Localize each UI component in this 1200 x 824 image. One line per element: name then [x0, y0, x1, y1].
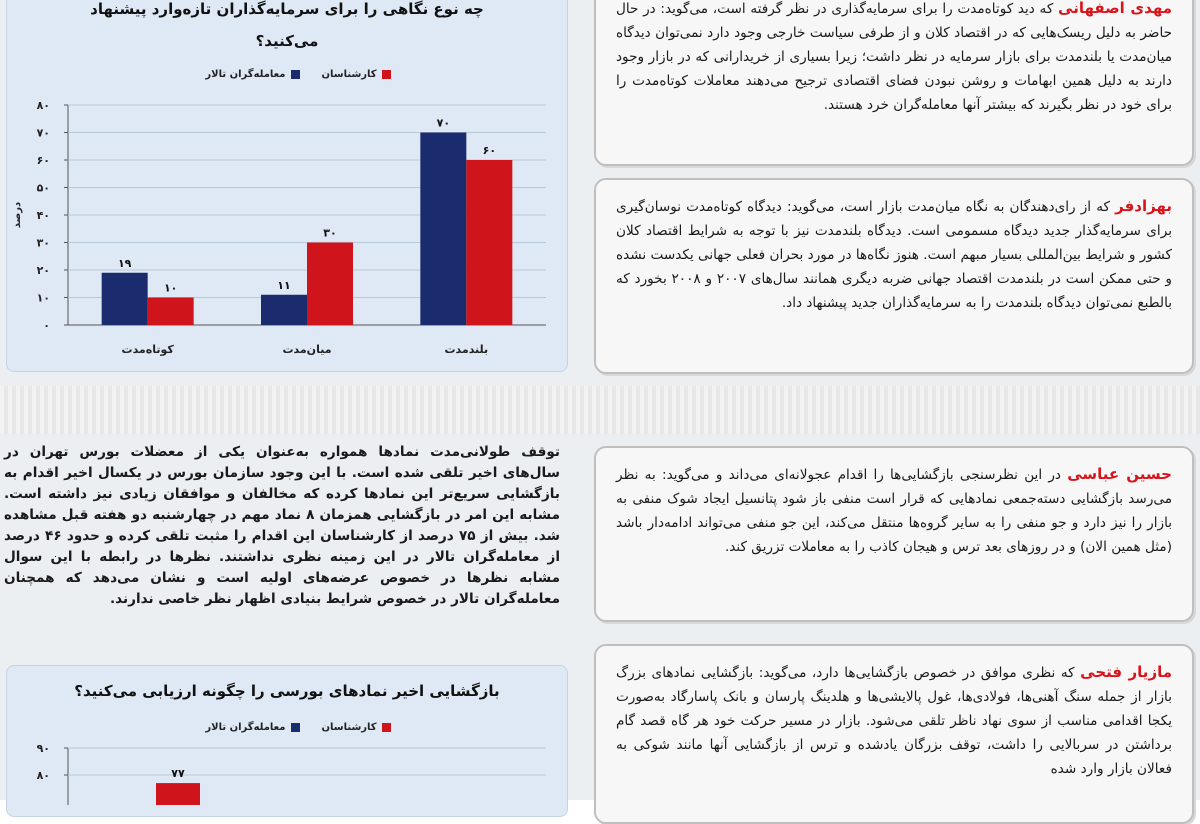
y-tick-label: ۰ [43, 319, 50, 332]
data-label: ۱۰ [163, 281, 178, 295]
legend-label-experts: کارشناسان [321, 69, 377, 80]
quote-box-esfahani [594, 0, 1194, 166]
data-label: ۷۷ [171, 767, 185, 781]
y-tick-label: ۱۰ [36, 291, 50, 305]
y-axis-label: درصد [12, 201, 23, 229]
data-label: ۷۰ [436, 116, 451, 130]
bar [261, 295, 307, 325]
speaker-name-abbasi: حسین عباسی [1067, 465, 1172, 483]
quote-body-abbasi [616, 462, 1172, 559]
chart-title-line-1: چه نوع نگاهی را برای سرمایه‌گذاران تازه‌وارد پیشنهاد [90, 0, 484, 18]
y-tick-label: ۸۰ [36, 99, 50, 112]
legend-label-traders: معامله‌گران تالار [205, 69, 286, 80]
quote-text-fathi: که نظری موافق در خصوص بازگشایی‌ها دارد، می‌گوید: بازگشایی نمادهای بزرگ بازار از جمله سنگ آهنی‌ها، فولادی‌ها، غول پالایشی‌ها و هلدینگ پارسان و بانک پاسارگاد به‌صورت یکجا اقدامی مناسب از سوی نهاد ناظر تلقی می‌شود. بازار در مسیر حرکت خود هر گاه قصد گام برداشتن در سربالایی را داشت، توقف بزرگان یادشده و ترس از بازگشایی آنها مانند شوکی به فعالان بازار وارد شده [616, 665, 1172, 777]
x-tick-label: میان‌مدت [282, 343, 332, 356]
quote-text-abbasi: در این نظرسنجی بازگشایی‌ها را اقدام عجولانه‌ای می‌داند و می‌گوید: به نظر می‌رسد بازگشایی دسته‌جمعی نمادهایی که قرار است منفی باز شود پتانسیل ایجاد شوک منفی به بازار را نیز دارد و جو منفی را به سایر گروه‌ها منتقل می‌کند، این جو منفی می‌تواند ادامه‌دار باشد (مثل همین الان) و در روزهای بعد ترس و هیجان کاذب را به معاملات تزریق کند. [616, 467, 1172, 555]
y-tick-label: ۶۰ [36, 154, 50, 167]
quote-body-behzadfar [616, 194, 1172, 315]
quote-box-behzadfar [594, 178, 1194, 374]
y-tick-label: ۷۰ [36, 126, 50, 140]
bar [148, 298, 194, 326]
y-tick-label: ۸۰ [36, 769, 50, 782]
data-label: ۱۱ [277, 278, 291, 292]
quote-text-behzadfar: که از رای‌دهندگان به نگاه میان‌مدت بازار است، می‌گوید: دیدگاه کوتاه‌مدت نوسان‌گیری برای سرمایه‌گذار جدید دیدگاه مسمومی است. دیدگاه بلندمدت نیز با توجه به شرایط اقتصاد کلان کشور و شرایط بین‌المللی بسیار مبهم است. هنوز نگاه‌ها در مورد بحران فعلی جهانی یکدست نشده و حتی ممکن است در بلندمدت اقتصاد جهانی ضربه دیگری همانند سال‌های ۲۰۰۷ و ۲۰۰۸ بخورد که بالطبع نمی‌توان دیدگاه بلندمدت را به سرمایه‌گذاران جدید پیشنهاد داد. [616, 199, 1172, 311]
quote-text-esfahani: می‌گوید: در حال حاضر به دلیل ریسک‌هایی که در اقتصاد کلان و از طرفی سیاست خارجی وجود دارد نمی‌توان دیدگاه میان‌مدت یا بلندمدت برای بازار سرمایه در نظر داشت؛ زیرا بسیاری از خریدارانی که در بازار وجود دارند به دلیل همین ابهامات و روشن نبودن فضای اقتصادی ترجیح می‌دهند معاملات کوتاه‌مدت را برای خود در نظر بگیرند که بیشتر آنها معامله‌گران خرد هستند. [616, 1, 1172, 113]
news-paragraph: توقف طولانی‌مدت نمادها همواره به‌عنوان یکی از معضلات بورس تهران در سال‌های اخیر تلقی شده است. با این وجود سازمان بورس در یکسال اخیر اقدام به بازگشایی سریع‌تر این نمادها کرده که مخالفان و موافقان زیادی نیز داشته است. مشابه این امر در بازگشایی همزمان ۸ نماد مهم در چهارشنبه دو هفته قبل مشاهده شد. بیش از ۷۵ درصد از کارشناسان این اقدام را مثبت تلقی کرده و حدود ۴۶ درصد از معامله‌گران تالار در این زمینه نظری نداشتند. نظرها در رابطه با این سوال مشابه نظرها در خصوص عرضه‌های اولیه است و نشان می‌دهد که همچنان معامله‌گران تالار در خصوص شرایط بنیادی اظهار نظر خاصی ندارند. [4, 444, 560, 607]
y-tick-label: ۹۰ [36, 742, 50, 755]
legend-label-traders-2: معامله‌گران تالار [205, 722, 286, 733]
chart-title-line-2: می‌کنید؟ [255, 32, 319, 50]
legend-label-experts-2: کارشناسان [321, 722, 377, 733]
bar [307, 243, 353, 326]
quote-intro-esfahani: که دید کوتاه‌مدت را برای سرمایه‌گذاری در نظر گرفته است، [712, 1, 1054, 17]
bar [156, 783, 200, 805]
section-divider [0, 386, 1200, 434]
bar [466, 160, 512, 325]
speaker-name-fathi: مازیار فتحی [1080, 663, 1172, 681]
x-tick-label: بلندمدت [444, 343, 489, 356]
x-tick-label: کوتاه‌مدت [121, 343, 174, 356]
y-tick-label: ۵۰ [36, 181, 50, 195]
bar-chart-investment-horizon [6, 0, 566, 370]
chart-title-reopening: بازگشایی اخیر نمادهای بورسی را چگونه ارزیابی می‌کنید؟ [74, 682, 500, 700]
y-tick-label: ۳۰ [36, 236, 50, 250]
data-label: ۳۰ [323, 226, 337, 240]
quote-box-fathi [594, 644, 1194, 824]
y-tick-label: ۴۰ [36, 209, 50, 222]
bar-chart-reopening [6, 665, 566, 800]
y-tick-label: ۲۰ [36, 264, 50, 277]
data-label: ۱۹ [117, 256, 132, 270]
data-label: ۶۰ [482, 144, 497, 157]
bar [420, 133, 466, 326]
speaker-name-behzadfar: بهزادفر [1115, 197, 1172, 215]
bar [102, 273, 148, 325]
quote-body-fathi [616, 660, 1172, 781]
quote-box-abbasi [594, 446, 1194, 622]
quote-body-esfahani [616, 0, 1172, 117]
speaker-name-esfahani: مهدی اصفهانی [1058, 0, 1173, 17]
